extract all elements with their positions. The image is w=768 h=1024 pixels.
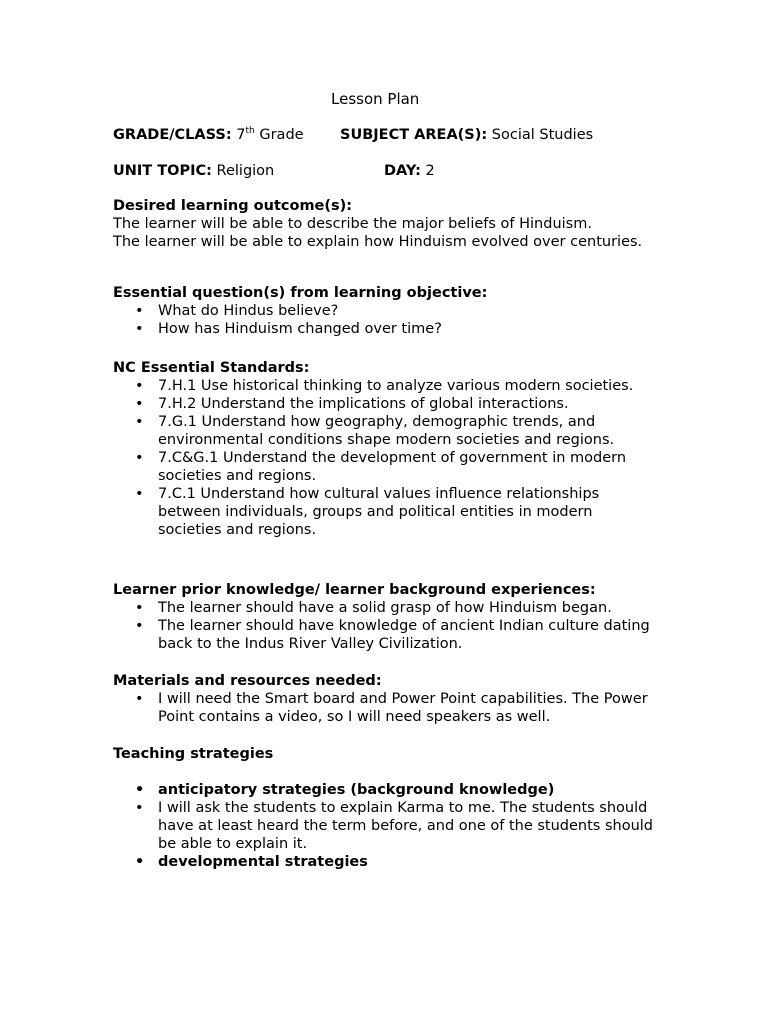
grade-label: GRADE/CLASS: — [113, 127, 232, 143]
grade-number: 7 — [236, 127, 246, 143]
list-item-text: I will need the Smart board and Power Point capabilities. The Power Point contains a video, so I will need speakers as well. — [158, 691, 648, 725]
list-item — [113, 599, 658, 617]
teaching-heading: Teaching strategies — [113, 746, 274, 762]
outcomes-section — [113, 197, 658, 251]
bullet-icon: • — [135, 396, 144, 412]
list-item-text: What do Hindus believe? — [158, 303, 339, 319]
anticipatory-heading: anticipatory strategies (background knowledge) — [158, 782, 555, 798]
materials-section — [113, 672, 658, 726]
outcome-line: The learner will be able to describe the major beliefs of Hinduism. — [113, 216, 592, 232]
list-item — [113, 302, 658, 320]
materials-heading: Materials and resources needed: — [113, 673, 382, 689]
essential-questions-list — [113, 302, 658, 338]
list-item — [113, 781, 658, 799]
bullet-icon: • — [135, 691, 144, 707]
standards-list — [113, 377, 658, 539]
list-item — [113, 377, 658, 395]
list-item — [113, 413, 658, 449]
bullet-icon: • — [135, 600, 144, 616]
bullet-icon: • — [135, 618, 144, 634]
grade-row — [113, 126, 304, 144]
essential-questions-section — [113, 284, 658, 338]
day-label: DAY: — [384, 163, 421, 179]
list-item-text: I will ask the students to explain Karma to me. The students should have at least heard the term before, and one of the students should be able to explain it. — [158, 800, 654, 852]
outcome-line: The learner will be able to explain how Hinduism evolved over centuries. — [113, 234, 643, 250]
day-row — [384, 162, 435, 180]
list-item-text: 7.C.1 Understand how cultural values influence relationships between individuals, groups and political entities in modern societies and regions. — [158, 486, 600, 538]
list-item — [113, 320, 658, 338]
subject-row — [340, 126, 593, 144]
list-item-text: How has Hinduism changed over time? — [158, 321, 442, 337]
bullet-icon: • — [135, 321, 144, 337]
grade-suffix: Grade — [254, 127, 304, 143]
list-item-text: The learner should have knowledge of ancient Indian culture dating back to the Indus River Valley Civilization. — [158, 618, 650, 652]
subject-label: SUBJECT AREA(S): — [340, 127, 488, 143]
bullet-icon: • — [135, 854, 145, 870]
list-item — [113, 449, 658, 485]
subject-value: Social Studies — [491, 127, 594, 143]
list-item — [113, 395, 658, 413]
materials-list — [113, 690, 658, 726]
bullet-icon: • — [135, 486, 144, 502]
list-item — [113, 485, 658, 539]
bullet-icon: • — [135, 414, 144, 430]
list-item — [113, 853, 658, 871]
prior-knowledge-heading: Learner prior knowledge/ learner background experiences: — [113, 582, 596, 598]
list-item-text: 7.G.1 Understand how geography, demographic trends, and environmental conditions shape modern societies and regions. — [158, 414, 615, 448]
prior-knowledge-list — [113, 599, 658, 653]
teaching-list — [113, 781, 658, 871]
list-item — [113, 799, 658, 853]
standards-section — [113, 359, 658, 539]
day-value: 2 — [425, 163, 435, 179]
list-item-text: 7.C&G.1 Understand the development of government in modern societies and regions. — [158, 450, 627, 484]
list-item — [113, 690, 658, 726]
grade-superscript: th — [245, 126, 255, 137]
list-item — [113, 617, 658, 653]
bullet-icon: • — [135, 450, 144, 466]
grade-value — [236, 127, 303, 143]
outcomes-heading: Desired learning outcome(s): — [113, 198, 353, 214]
developmental-heading: developmental strategies — [158, 854, 368, 870]
unit-label: UNIT TOPIC: — [113, 163, 212, 179]
page-title: Lesson Plan — [331, 90, 420, 108]
bullet-icon: • — [135, 303, 144, 319]
list-item-text: 7.H.1 Use historical thinking to analyze various modern societies. — [158, 378, 634, 394]
essential-questions-heading: Essential question(s) from learning objective: — [113, 285, 488, 301]
prior-knowledge-section — [113, 581, 658, 653]
teaching-section — [113, 745, 658, 871]
unit-value: Religion — [216, 163, 275, 179]
bullet-icon: • — [135, 782, 145, 798]
unit-row — [113, 162, 274, 180]
list-item-text: The learner should have a solid grasp of how Hinduism began. — [158, 600, 612, 616]
standards-heading: NC Essential Standards: — [113, 360, 310, 376]
list-item-text: 7.H.2 Understand the implications of global interactions. — [158, 396, 569, 412]
bullet-icon: • — [135, 378, 144, 394]
bullet-icon: • — [135, 800, 144, 816]
